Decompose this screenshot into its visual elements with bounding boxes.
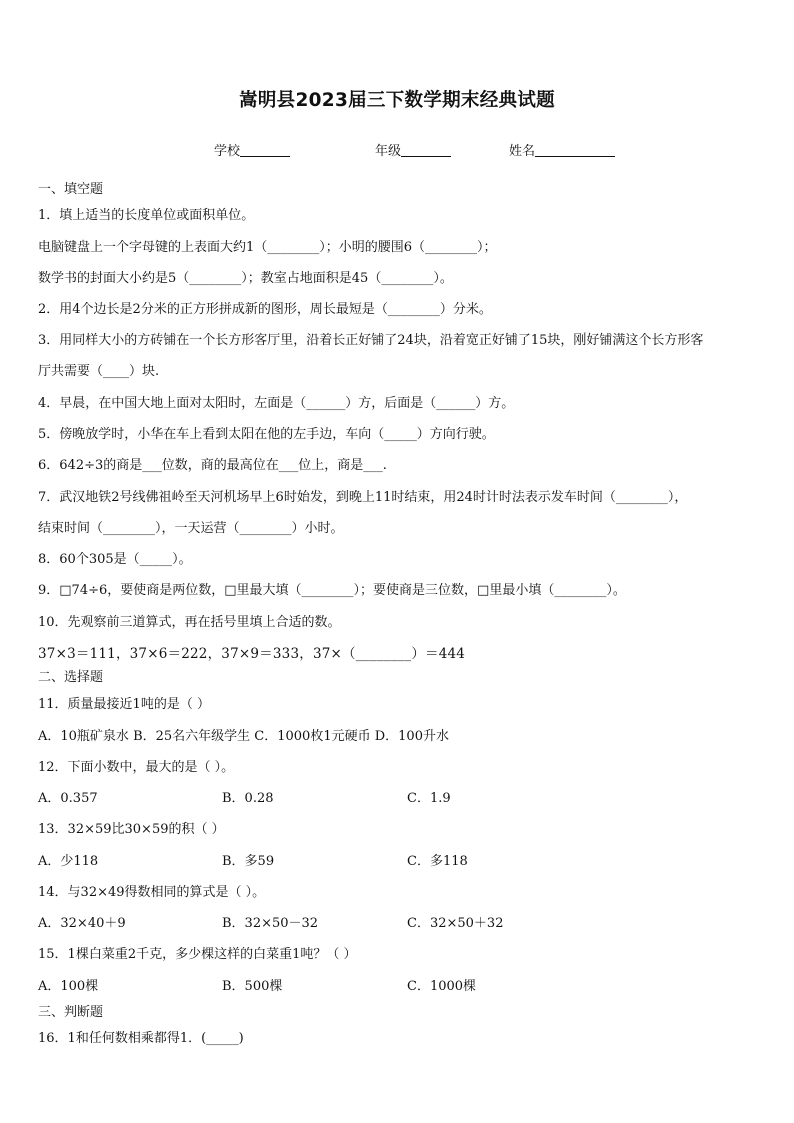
question-13-option-a: A．少118 bbox=[38, 854, 99, 869]
question-9: 9．□74÷6，要使商是两位数，□里最大填（________）；要使商是三位数，□里最小填（________）。 bbox=[38, 583, 626, 598]
question-1-line-a: 电脑键盘上一个字母键的上表面大约1（________）；小明的腰围6（________）； bbox=[38, 240, 497, 255]
grade-blank[interactable] bbox=[401, 156, 451, 157]
question-16: 16．1和任何数相乘都得1．(_____) bbox=[38, 1031, 244, 1046]
school-field bbox=[214, 140, 290, 159]
question-6: 6．642÷3的商是___位数，商的最高位在___位上，商是___. bbox=[38, 458, 387, 473]
question-14-option-c: C．32×50＋32 bbox=[407, 916, 504, 931]
question-10-equations: 37×3＝111，37×6＝222，37×9＝333，37×（________）＝444 bbox=[38, 646, 466, 662]
question-8: 8．60个305是（_____）。 bbox=[38, 552, 192, 567]
name-field bbox=[509, 140, 615, 159]
question-15-option-c: C．1000棵 bbox=[407, 979, 477, 994]
section-heading-fill-in: 一、填空题 bbox=[38, 182, 104, 197]
section-heading-true-false: 三、判断题 bbox=[38, 1005, 104, 1020]
page-title: 嵩明县2023届三下数学期末经典试题 bbox=[239, 90, 555, 111]
question-13-option-b: B．多59 bbox=[222, 854, 275, 869]
question-5: 5．傍晚放学时，小华在车上看到太阳在他的左手边，车向（_____）方向行驶。 bbox=[38, 427, 495, 442]
question-14-option-a: A．32×40＋9 bbox=[38, 916, 126, 931]
question-12-option-c: C．1.9 bbox=[407, 791, 451, 806]
question-15: 15．1棵白菜重2千克，多少棵这样的白菜重1吨？（ ） bbox=[38, 947, 357, 962]
question-4: 4．早晨，在中国大地上面对太阳时，左面是（______）方，后面是（______）方。 bbox=[38, 396, 515, 411]
question-11: 11．质量最接近1吨的是（ ） bbox=[38, 697, 210, 712]
name-label: 姓名 bbox=[509, 144, 536, 159]
question-14-option-b: B．32×50－32 bbox=[222, 916, 319, 931]
student-info-row bbox=[0, 140, 794, 160]
name-blank[interactable] bbox=[535, 156, 615, 157]
question-7-line-a: 7．武汉地铁2号线佛祖岭至天河机场早上6时始发，到晚上11时结束，用24时计时法表示发车时间（________）， bbox=[38, 490, 688, 505]
grade-field bbox=[375, 140, 451, 159]
question-3-line-b: 厅共需要（____）块. bbox=[38, 364, 160, 379]
question-7-line-b: 结束时间（________），一天运营（________）小时。 bbox=[38, 521, 344, 536]
question-3-line-a: 3．用同样大小的方砖铺在一个长方形客厅里，沿着长正好铺了24块，沿着宽正好铺了15块，刚好铺满这个长方形客 bbox=[38, 333, 704, 348]
question-15-option-b: B．500棵 bbox=[222, 979, 283, 994]
question-14: 14．与32×49得数相同的算式是（ ）。 bbox=[38, 885, 266, 900]
question-12: 12．下面小数中，最大的是（ ）。 bbox=[38, 760, 235, 775]
question-13: 13．32×59比30×59的积（ ） bbox=[38, 822, 225, 837]
question-1: 1．填上适当的长度单位或面积单位。 bbox=[38, 208, 255, 223]
school-blank[interactable] bbox=[240, 156, 290, 157]
question-13-option-c: C．多118 bbox=[407, 854, 468, 869]
school-label: 学校 bbox=[214, 144, 241, 159]
question-12-option-a: A．0.357 bbox=[38, 791, 98, 806]
question-1-line-b: 数学书的封面大小约是5（________）；教室占地面积是45（________）。 bbox=[38, 271, 453, 286]
question-11-options: A．10瓶矿泉水 B．25名六年级学生 C．1000枚1元硬币 D．100升水 bbox=[38, 729, 449, 744]
section-heading-choice: 二、选择题 bbox=[38, 670, 104, 685]
question-15-option-a: A．100棵 bbox=[38, 979, 99, 994]
question-10: 10．先观察前三道算式，再在括号里填上合适的数。 bbox=[38, 615, 341, 630]
question-2: 2．用4个边长是2分米的正方形拼成新的图形，周长最短是（________）分米。 bbox=[38, 302, 492, 317]
question-12-option-b: B．0.28 bbox=[222, 791, 274, 806]
grade-label: 年级 bbox=[375, 144, 402, 159]
